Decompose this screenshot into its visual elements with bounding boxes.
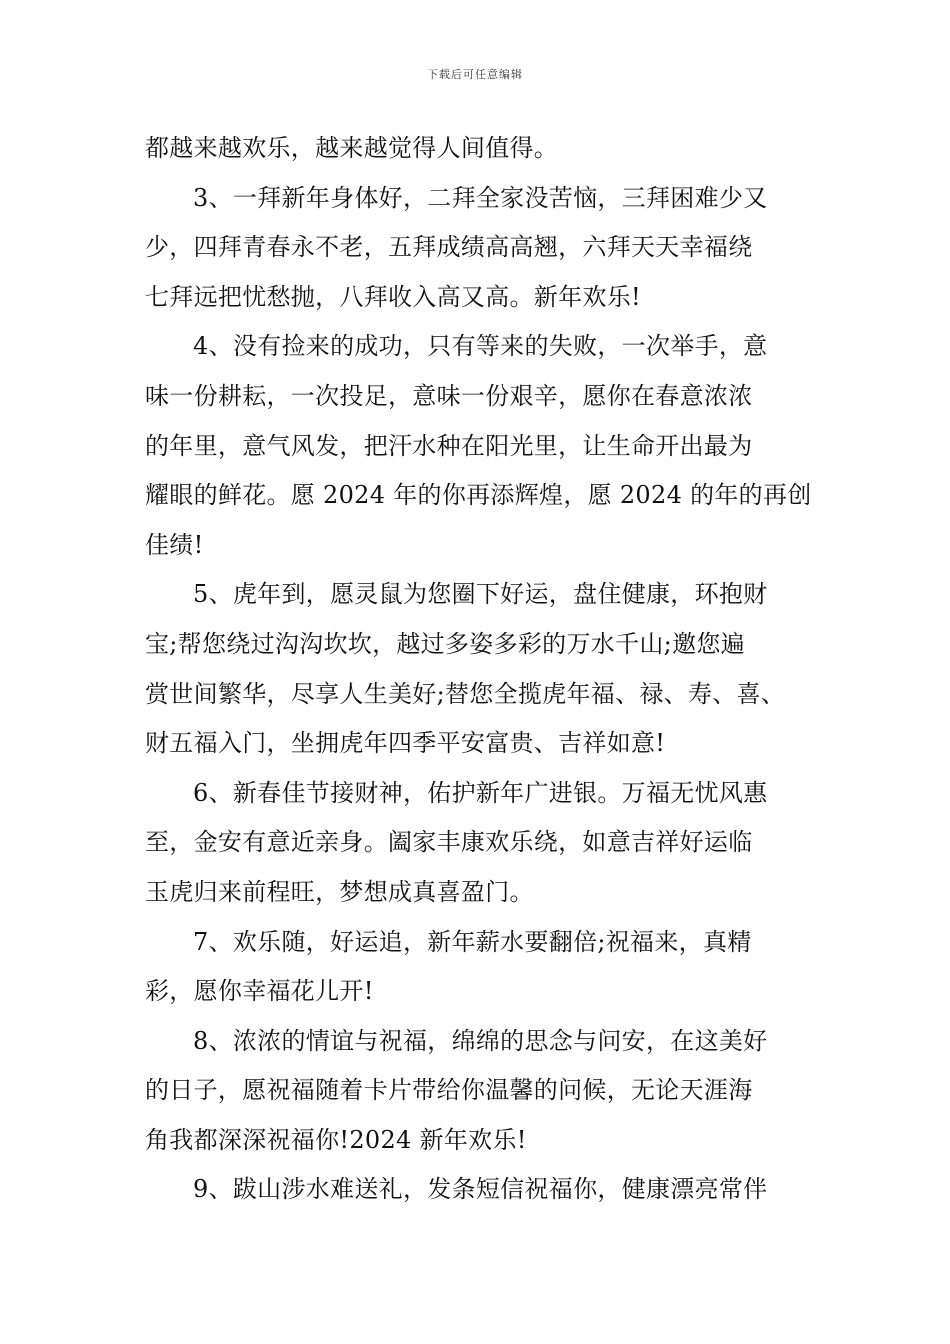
text-line-16: 玉虎归来前程旺，梦想成真喜盈门。 (145, 877, 534, 906)
text-line-8: 耀眼的鲜花。愿 2024 年的你再添辉煌，愿 2024 的年的再创 (145, 481, 812, 510)
text-line-22: 9、跋山涉水难送礼，发条短信祝福你，健康漂亮常伴 (193, 1175, 768, 1204)
page-header: 下载后可任意编辑 (427, 68, 523, 81)
text-line-17: 7、欢乐随，好运追，新年薪水要翻倍;祝福来，真精 (193, 927, 752, 956)
text-line-7: 的年里，意气风发，把汗水种在阳光里，让生命开出最为 (145, 431, 753, 460)
document-body (145, 124, 810, 1215)
text-line-12: 赏世间繁华，尽享人生美好;替您全揽虎年福、禄、寿、喜、 (145, 679, 786, 708)
text-line-3: 少，四拜青春永不老，五拜成绩高高翘，六拜天天幸福绕 (145, 233, 753, 262)
text-line-6: 味一份耕耘，一次投足，意味一份艰辛，愿你在春意浓浓 (145, 381, 753, 410)
text-line-18: 彩，愿你幸福花儿开! (145, 977, 374, 1006)
text-line-2: 3、一拜新年身体好，二拜全家没苦恼，三拜困难少又 (193, 183, 768, 212)
text-line-4: 七拜远把忧愁抛，八拜收入高又高。新年欢乐! (145, 282, 641, 311)
text-line-19: 8、浓浓的情谊与祝福，绵绵的思念与问安，在这美好 (193, 1026, 768, 1055)
text-line-11: 宝;帮您绕过沟沟坎坎，越过多姿多彩的万水千山;邀您遍 (145, 629, 745, 658)
text-line-21: 角我都深深祝福你!2024 新年欢乐! (145, 1125, 527, 1154)
text-line-13: 财五福入门，坐拥虎年四季平安富贵、吉祥如意! (145, 729, 666, 758)
text-line-14: 6、新春佳节接财神，佑护新年广进银。万福无忧风惠 (193, 778, 768, 807)
text-line-15: 至，金安有意近亲身。阖家丰康欢乐绕，如意吉祥好运临 (145, 828, 753, 857)
text-line-20: 的日子，愿祝福随着卡片带给你温馨的问候，无论天涯海 (145, 1076, 753, 1105)
text-line-1: 都越来越欢乐，越来越觉得人间值得。 (145, 134, 559, 162)
text-line-9: 佳绩! (145, 530, 204, 559)
text-line-5: 4、没有捡来的成功，只有等来的失败，一次举手，意 (193, 332, 768, 361)
text-line-10: 5、虎年到，愿灵鼠为您圈下好运，盘住健康，环抱财 (193, 580, 768, 609)
